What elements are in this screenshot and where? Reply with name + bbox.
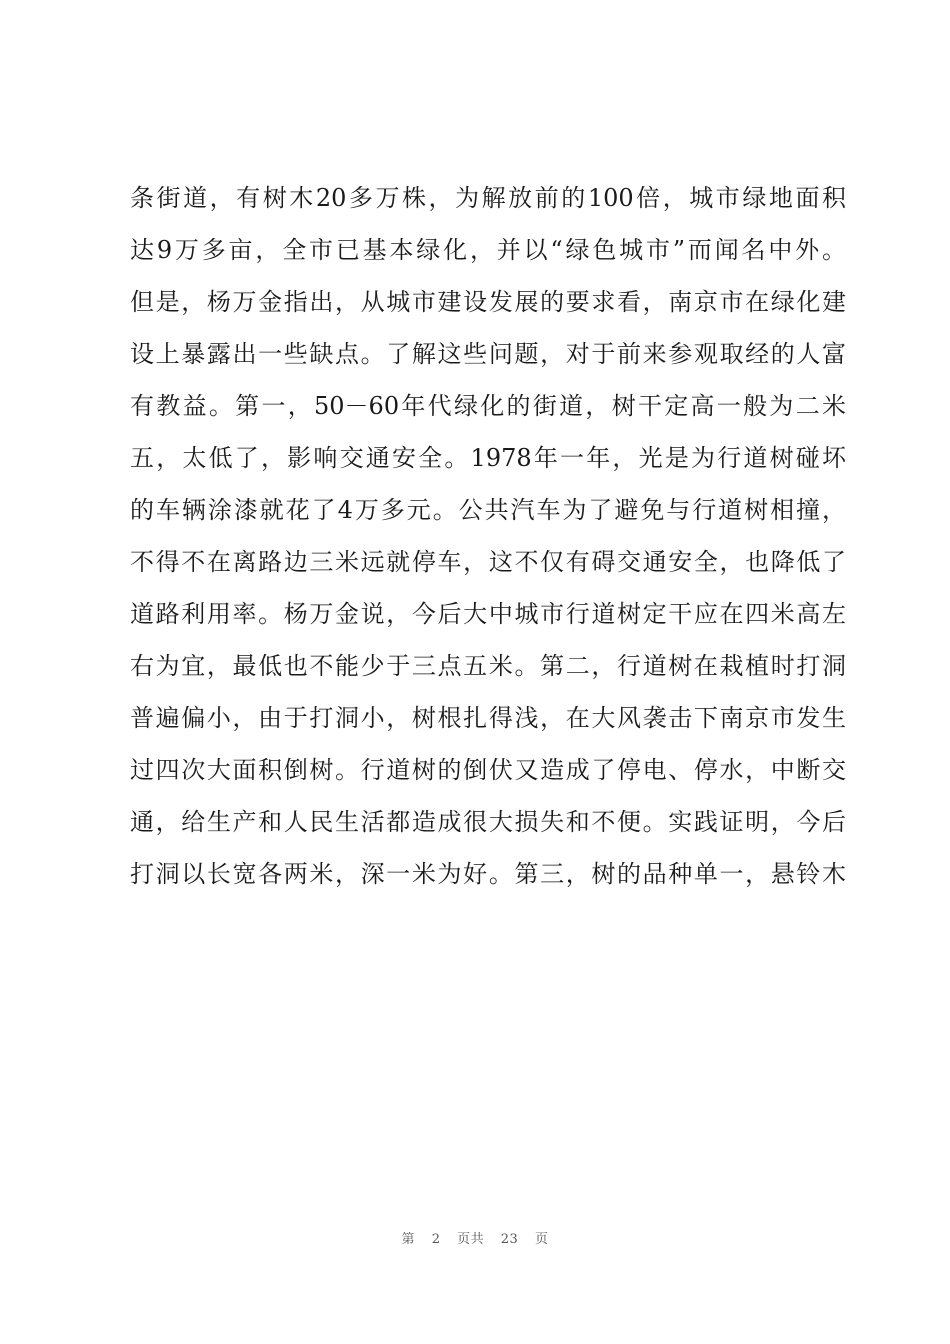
footer-suffix: 页 [534, 1232, 549, 1247]
text-line-7: 的车辆涂漆就花了4万多元。公共汽车为了避免与行道树相撞， [130, 496, 846, 524]
text-line-8: 不得不在离路边三米远就停车，这不仅有碍交通安全，也降低了 [130, 548, 846, 576]
text-line-2: 达9万多亩，全市已基本绿化，并以“绿色城市”而闻名中外。 [130, 236, 846, 264]
text-line-1: 条街道，有树木20多万株，为解放前的100倍，城市绿地面积 [130, 184, 846, 212]
text-line-9: 道路利用率。杨万金说，今后大中城市行道树定干应在四米高左 [130, 600, 846, 628]
text-line-3: 但是，杨万金指出，从城市建设发展的要求看，南京市在绿化建 [130, 288, 846, 316]
text-line-5: 有教益。第一，50－60年代绿化的街道，树干定高一般为二米 [130, 392, 846, 420]
text-line-10: 右为宜，最低也不能少于三点五米。第二，行道树在栽植时打洞 [130, 652, 846, 680]
page-footer [0, 1228, 950, 1247]
footer-total-pages: 23 [500, 1232, 519, 1247]
text-line-13: 通，给生产和人民生活都造成很大损失和不便。实践证明，今后 [130, 808, 846, 836]
text-line-4: 设上暴露出一些缺点。了解这些问题，对于前来参观取经的人富 [130, 340, 846, 368]
text-line-12: 过四次大面积倒树。行道树的倒伏又造成了停电、停水，中断交 [130, 756, 846, 784]
footer-middle: 页共 [457, 1232, 485, 1247]
text-line-11: 普遍偏小，由于打洞小，树根扎得浅，在大风袭击下南京市发生 [130, 704, 846, 732]
body-paragraph [130, 172, 846, 900]
text-line-14: 打洞以长宽各两米，深一米为好。第三，树的品种单一，悬铃木 [130, 860, 846, 888]
footer-prefix: 第 [401, 1232, 416, 1247]
text-line-6: 五，太低了，影响交通安全。1978年一年，光是为行道树碰坏 [130, 444, 846, 472]
footer-current-page: 2 [431, 1232, 441, 1247]
